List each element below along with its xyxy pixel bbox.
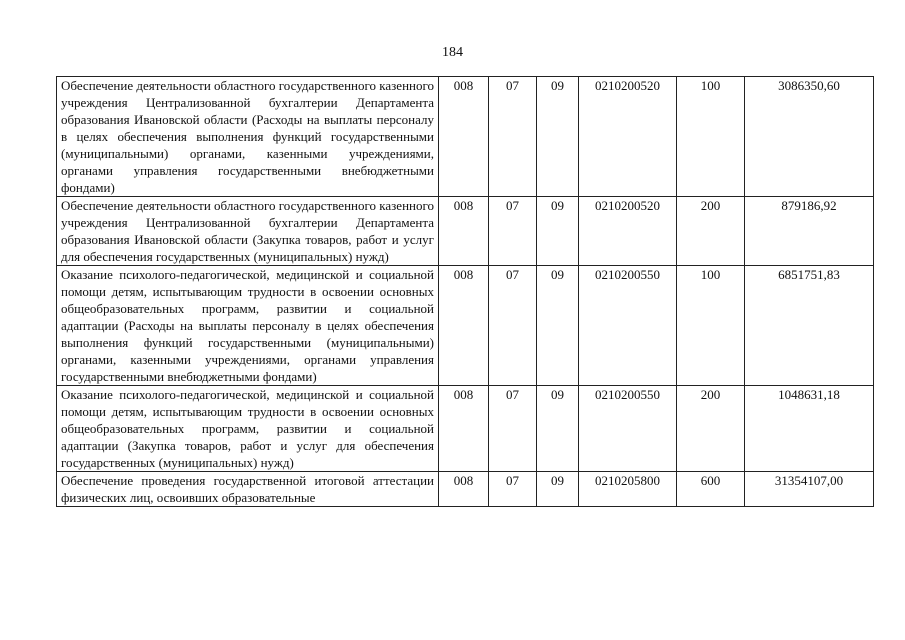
page-number: 184: [442, 45, 463, 60]
ministry-code: 008: [439, 386, 489, 472]
section-code: 07: [489, 197, 537, 266]
subsection-code: 09: [537, 472, 579, 507]
row-description: Обеспечение проведения государственной итоговой аттестации физических лиц, освоивших образовательные: [57, 472, 439, 507]
table-row: [57, 472, 874, 507]
expense-type-code: 100: [677, 266, 745, 386]
amount-value: 3086350,60: [745, 77, 874, 197]
target-article-code: 0210200550: [579, 386, 677, 472]
amount-value: 1048631,18: [745, 386, 874, 472]
section-code: 07: [489, 77, 537, 197]
amount-value: 6851751,83: [745, 266, 874, 386]
table-row: [57, 197, 874, 266]
subsection-code: 09: [537, 386, 579, 472]
expense-type-code: 100: [677, 77, 745, 197]
target-article-code: 0210200520: [579, 197, 677, 266]
ministry-code: 008: [439, 197, 489, 266]
subsection-code: 09: [537, 266, 579, 386]
table-row: [57, 77, 874, 197]
expense-type-code: 200: [677, 386, 745, 472]
budget-table: [56, 76, 874, 507]
section-code: 07: [489, 386, 537, 472]
subsection-code: 09: [537, 197, 579, 266]
table-row: [57, 386, 874, 472]
section-code: 07: [489, 266, 537, 386]
target-article-code: 0210200550: [579, 266, 677, 386]
expense-type-code: 600: [677, 472, 745, 507]
expense-type-code: 200: [677, 197, 745, 266]
target-article-code: 0210200520: [579, 77, 677, 197]
subsection-code: 09: [537, 77, 579, 197]
table-row: [57, 266, 874, 386]
ministry-code: 008: [439, 472, 489, 507]
budget-table-body: [57, 77, 874, 507]
amount-value: 879186,92: [745, 197, 874, 266]
row-description: Оказание психолого-педагогической, медицинской и социальной помощи детям, испытывающим трудности в освоении основных общеобразовательных программ, развитии и социальной адаптации (Расходы на выплаты персоналу в целях обеспечения выполнения функций государственными (муниципальными) органами, казенными учреждениями, органами управления государственными внебюджетными фондами): [57, 266, 439, 386]
row-description: Обеспечение деятельности областного государственного казенного учреждения Централизованной бухгалтерии Департамента образования Ивановской области (Закупка товаров, работ и услуг для обеспечения государственных (муниципальных) нужд): [57, 197, 439, 266]
row-description: Обеспечение деятельности областного государственного казенного учреждения Централизованной бухгалтерии Департамента образования Ивановской области (Расходы на выплаты персоналу в целях обеспечения выполнения функций государственными (муниципальными) органами, казенными учреждениями, органами управления государственными внебюджетными фондами): [57, 77, 439, 197]
amount-value: 31354107,00: [745, 472, 874, 507]
row-description: Оказание психолого-педагогической, медицинской и социальной помощи детям, испытывающим трудности в освоении основных общеобразовательных программ, развитии и социальной адаптации (Закупка товаров, работ и услуг для обеспечения государственных (муниципальных) нужд): [57, 386, 439, 472]
section-code: 07: [489, 472, 537, 507]
target-article-code: 0210205800: [579, 472, 677, 507]
ministry-code: 008: [439, 77, 489, 197]
ministry-code: 008: [439, 266, 489, 386]
